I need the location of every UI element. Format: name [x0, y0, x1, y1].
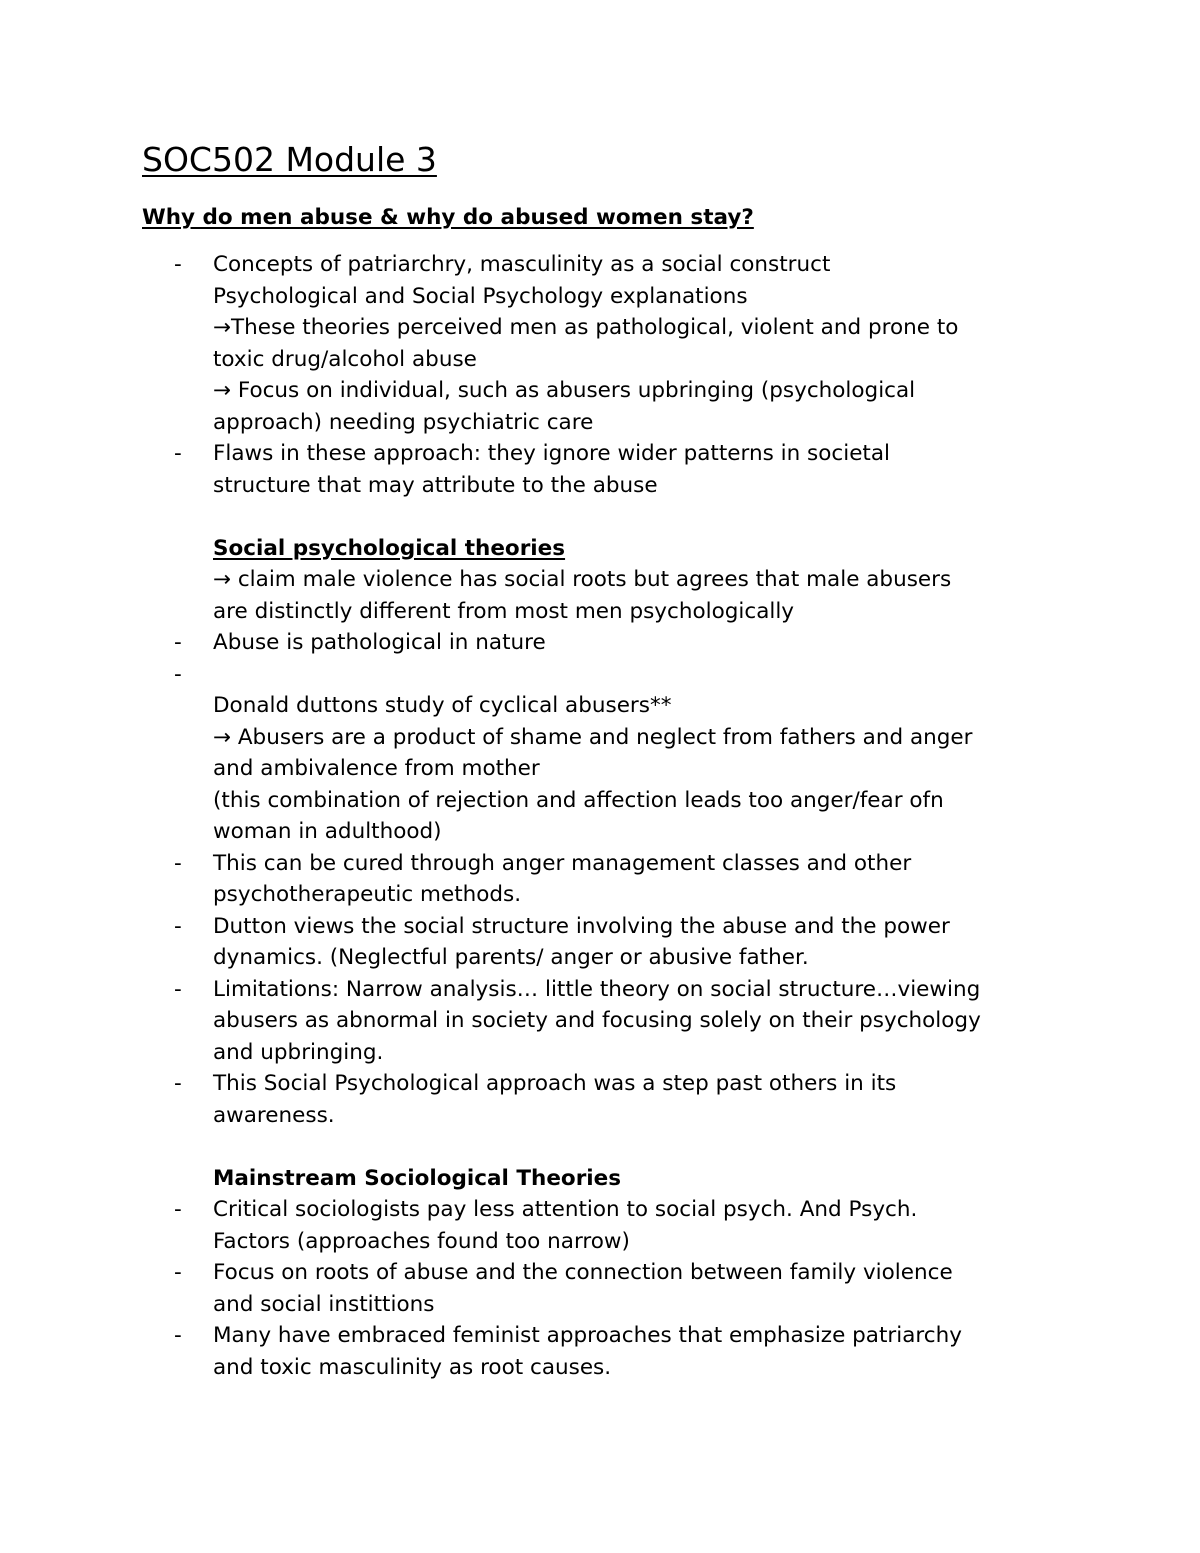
- bullet-marker: -: [174, 1323, 182, 1348]
- text-line: [0, 722, 1200, 754]
- text-line: [0, 281, 1200, 313]
- text-line: [0, 753, 1200, 785]
- list-item-text: Concepts of patriarchry, masculinity as a social construct: [213, 252, 831, 277]
- bullet-marker: -: [174, 976, 182, 1002]
- continuation-text: approach) needing psychiatric care: [213, 409, 594, 435]
- text-line: [0, 1289, 1200, 1321]
- blank-line: [0, 501, 1200, 533]
- text-line: [0, 1037, 1200, 1069]
- list-item: [0, 911, 1200, 943]
- continuation-text: toxic drug/alcohol abuse: [213, 346, 477, 372]
- continuation-text: dynamics. (Neglectful parents/ anger or abusive father.: [213, 945, 809, 970]
- list-item: [0, 438, 1200, 470]
- text-line: [0, 1100, 1200, 1132]
- text-line: [0, 785, 1200, 817]
- document-body: [0, 249, 1200, 1383]
- text-line: [0, 1005, 1200, 1037]
- list-item: [0, 1194, 1200, 1226]
- text-line: [0, 596, 1200, 628]
- main-heading: Why do men abuse & why do abused women stay?: [142, 205, 754, 230]
- continuation-text: → Focus on individual, such as abusers upbringing (psychological: [213, 378, 916, 403]
- continuation-text: Psychological and Social Psychology explanations: [213, 283, 748, 309]
- list-item-text: Dutton views the social structure involving the abuse and the power: [213, 913, 950, 939]
- blank-line: [0, 1131, 1200, 1163]
- continuation-text: woman in adulthood): [213, 819, 442, 844]
- bullet-marker: -: [174, 913, 182, 939]
- list-item-text: Flaws in these approach: they ignore wider patterns in societal: [213, 441, 891, 466]
- text-line: [0, 407, 1200, 439]
- text-line: [0, 690, 1200, 722]
- bullet-marker: -: [174, 661, 182, 687]
- document-title: SOC502 Module 3: [142, 140, 437, 179]
- list-item-text: Critical sociologists pay less attention to social psych. And Psych.: [213, 1197, 918, 1222]
- text-line: [0, 564, 1200, 596]
- continuation-text: are distinctly different from most men psychologically: [213, 598, 795, 624]
- continuation-text: and social instittions: [213, 1291, 435, 1317]
- text-line: [0, 312, 1200, 344]
- section-heading-row: [0, 533, 1200, 565]
- list-item-text: Limitations: Narrow analysis… little theory on social structure…viewing: [213, 976, 981, 1002]
- list-item-text: Many have embraced feminist approaches that emphasize patriarchy: [213, 1323, 962, 1348]
- text-line: [0, 1352, 1200, 1384]
- list-item-text: Focus on roots of abuse and the connection between family violence: [213, 1260, 953, 1285]
- section-heading-row: [0, 1163, 1200, 1195]
- text-line: [0, 344, 1200, 376]
- continuation-text: → claim male violence has social roots but agrees that male abusers: [213, 567, 952, 592]
- continuation-text: Donald duttons study of cyclical abusers**: [213, 693, 672, 718]
- text-line: [0, 816, 1200, 848]
- list-item: [0, 974, 1200, 1006]
- bullet-marker: -: [174, 1071, 182, 1096]
- bullet-marker: -: [174, 630, 182, 655]
- list-item: [0, 1068, 1200, 1100]
- continuation-text: awareness.: [213, 1102, 335, 1128]
- continuation-text: Factors (approaches found too narrow): [213, 1228, 630, 1254]
- list-item-text: This Social Psychological approach was a step past others in its: [213, 1071, 897, 1096]
- list-item: [0, 659, 1200, 691]
- section-heading: Social psychological theories: [213, 535, 566, 561]
- list-item: [0, 627, 1200, 659]
- bullet-marker: -: [174, 1260, 182, 1285]
- continuation-text: and toxic masculinity as root causes.: [213, 1354, 612, 1380]
- bullet-marker: -: [174, 252, 182, 277]
- text-line: [0, 470, 1200, 502]
- list-item: [0, 1257, 1200, 1289]
- bullet-marker: -: [174, 441, 182, 466]
- bullet-marker: -: [174, 850, 182, 876]
- list-item-text: This can be cured through anger management classes and other: [213, 850, 912, 876]
- list-item: [0, 1320, 1200, 1352]
- continuation-text: →These theories perceived men as pathological, violent and prone to: [213, 315, 959, 340]
- continuation-text: and upbringing.: [213, 1039, 384, 1065]
- text-line: [0, 942, 1200, 974]
- continuation-text: psychotherapeutic methods.: [213, 882, 522, 907]
- continuation-text: abusers as abnormal in society and focusing solely on their psychology: [213, 1008, 981, 1033]
- list-item: [0, 848, 1200, 880]
- continuation-text: → Abusers are a product of shame and neglect from fathers and anger: [213, 724, 973, 750]
- section-heading: Mainstream Sociological Theories: [213, 1165, 622, 1191]
- continuation-text: and ambivalence from mother: [213, 756, 540, 781]
- bullet-marker: -: [174, 1197, 182, 1222]
- text-line: [0, 375, 1200, 407]
- list-item: [0, 249, 1200, 281]
- text-line: [0, 1226, 1200, 1258]
- continuation-text: structure that may attribute to the abuse: [213, 472, 658, 498]
- text-line: [0, 879, 1200, 911]
- list-item-text: Abuse is pathological in nature: [213, 630, 546, 655]
- continuation-text: (this combination of rejection and affection leads too anger/fear ofn: [213, 787, 944, 813]
